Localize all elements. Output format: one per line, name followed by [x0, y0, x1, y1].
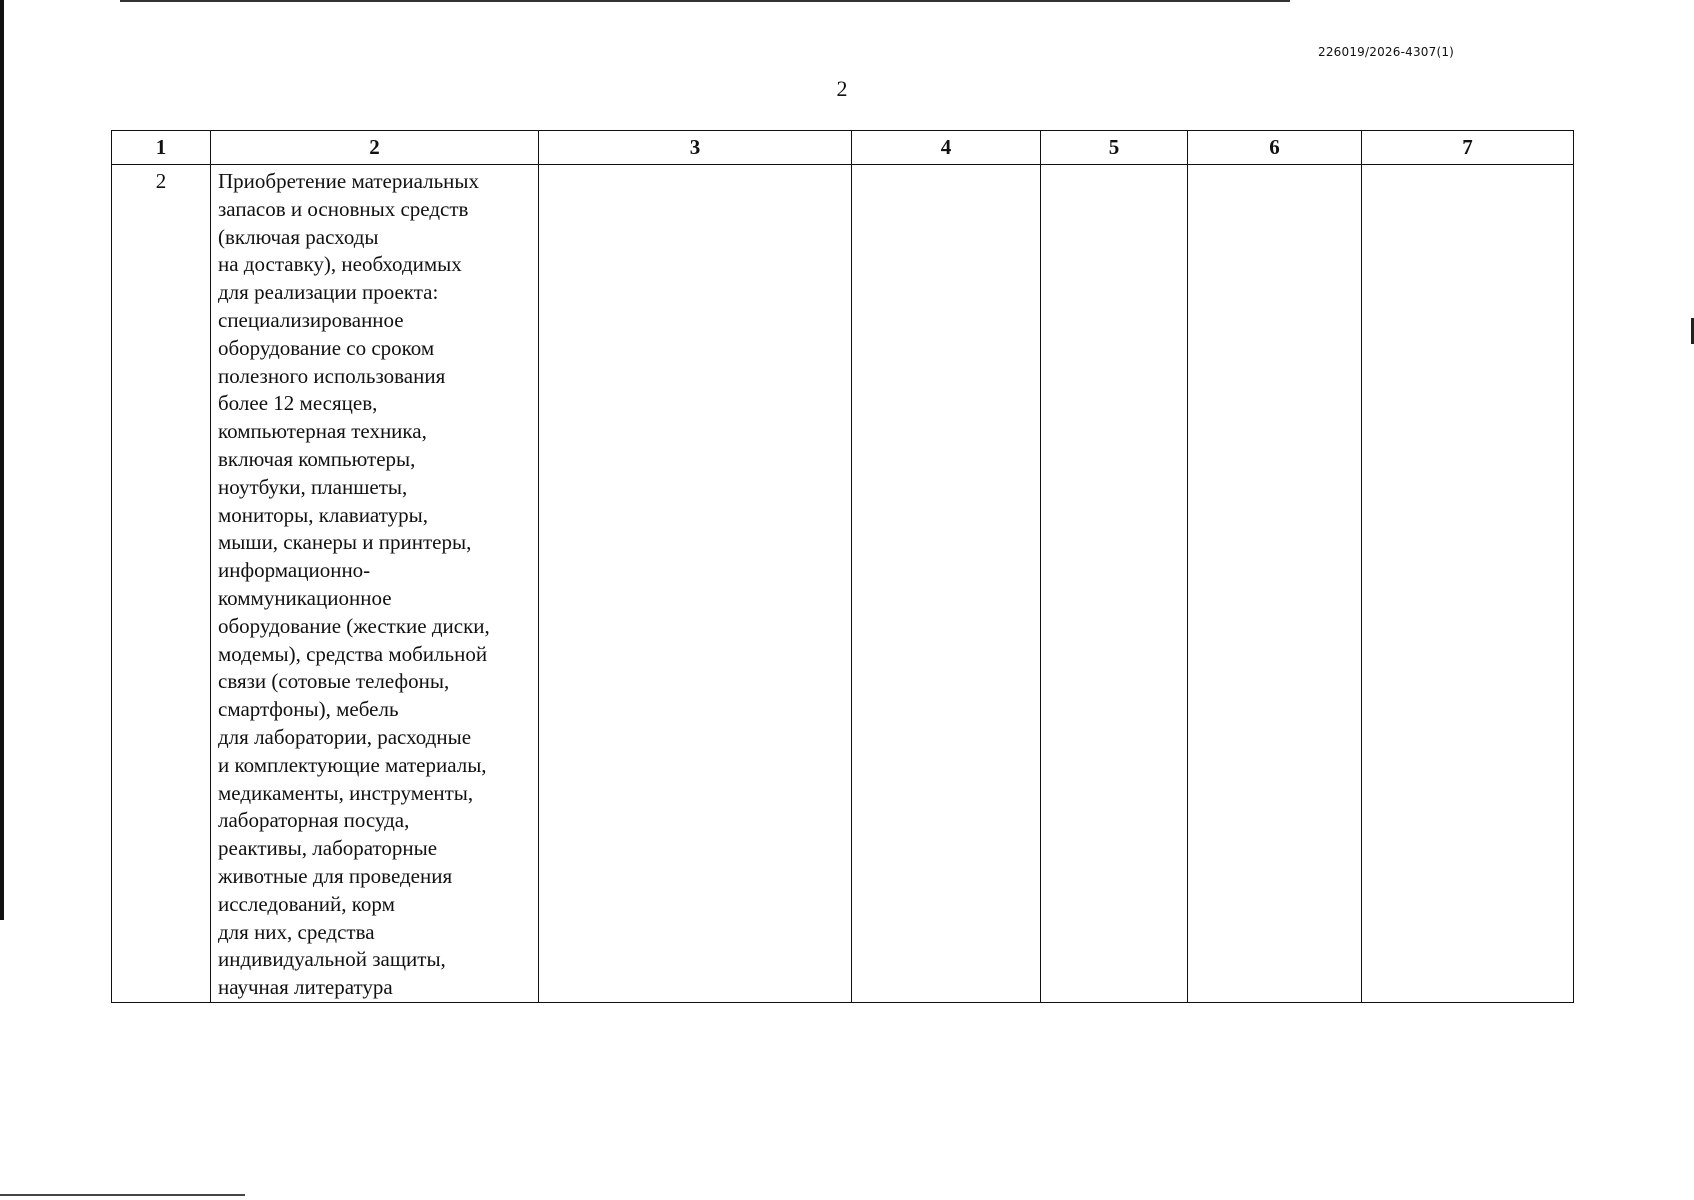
column-header-2: 2	[211, 131, 539, 165]
scan-top-edge	[120, 0, 1290, 2]
column-header-3: 3	[539, 131, 852, 165]
document-code: 226019/2026-4307(1)	[1318, 45, 1455, 59]
column-header-4: 4	[852, 131, 1041, 165]
page-number: 2	[836, 76, 848, 101]
column-header-5: 5	[1041, 131, 1188, 165]
expense-description-cell: Приобретение материальных запасов и основных средств (включая расходы на доставку), необходимых для реализации проекта: специализированное оборудование со сроком полезного использования более 12 месяцев, компьютерная техника, включая компьютеры, ноутбуки, планшеты, мониторы, клавиатуры, мыши, сканеры и принтеры, информационно- коммуникационное оборудование (жесткие диски, модемы), средства мобильной связи (сотовые телефоны, смартфоны), мебель для лаборатории, расходные и комплектующие материалы, медикаменты, инструменты, лабораторная посуда, реактивы, лабораторные животные для проведения исследований, корм для них, средства индивидуальной защиты, научная литература	[211, 165, 539, 1003]
table-cell-col5	[1041, 165, 1188, 1003]
table-cell-col7	[1362, 165, 1574, 1003]
scan-bottom-edge	[0, 1194, 245, 1196]
scan-edge-left	[0, 0, 4, 920]
column-header-7: 7	[1362, 131, 1574, 165]
table-cell-col6	[1188, 165, 1362, 1003]
table-header-row	[112, 131, 1574, 165]
expense-table	[111, 130, 1574, 1003]
table-cell-col4	[852, 165, 1041, 1003]
row-number-cell: 2	[112, 165, 211, 1003]
table-cell-col3	[539, 165, 852, 1003]
column-header-1: 1	[112, 131, 211, 165]
column-header-6: 6	[1188, 131, 1362, 165]
table-row	[112, 165, 1574, 1003]
